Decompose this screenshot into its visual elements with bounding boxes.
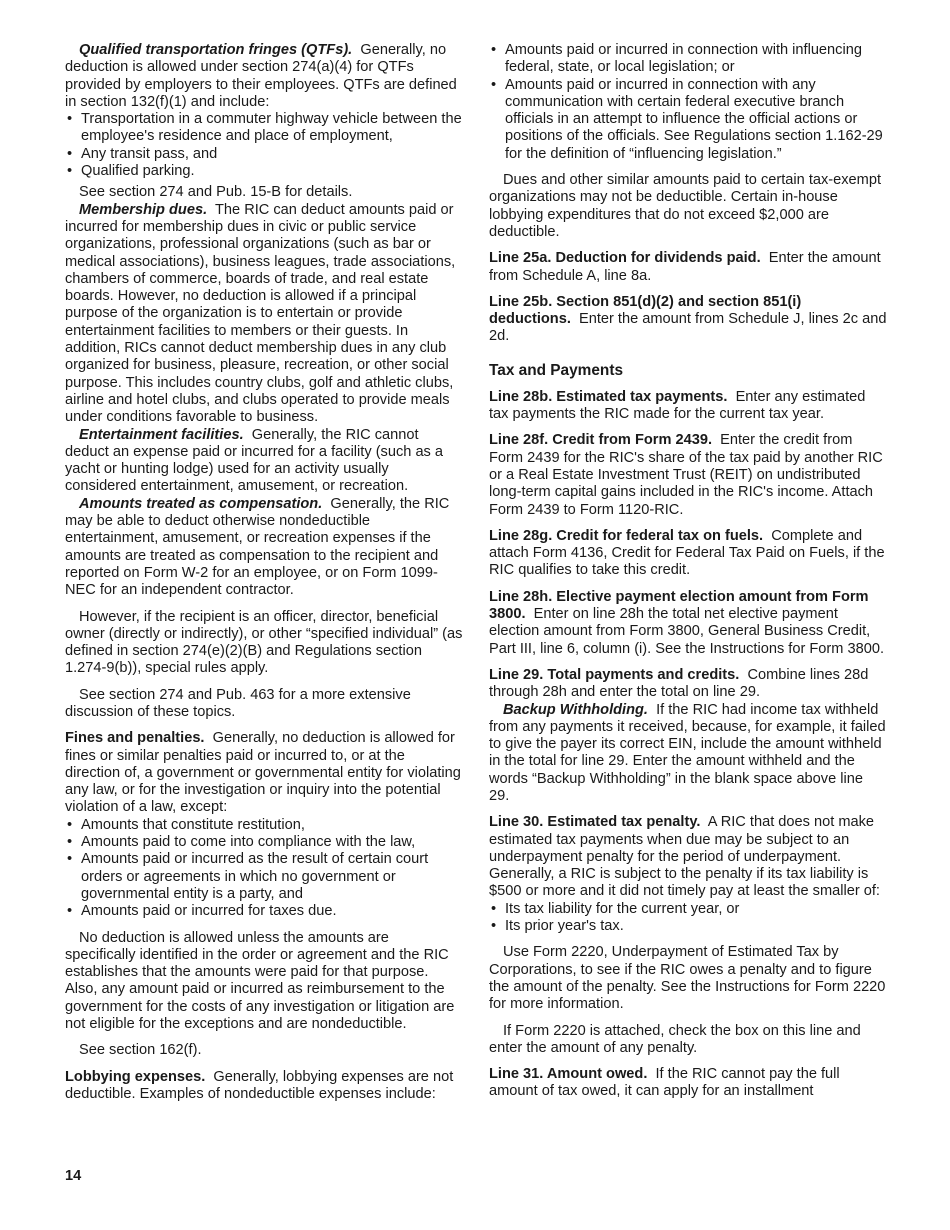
- line-28f-heading: Line 28f. Credit from Form 2439.: [489, 432, 713, 449]
- line-28b-heading: Line 28b. Estimated tax payments.: [489, 388, 728, 405]
- dues-paragraph: Dues and other similar amounts paid to certain tax-exempt organizations may not be deductible. Certain in-house lobbying expenditures that do not exceed $2,000 are deductible.: [489, 172, 881, 240]
- line-30-body: A RIC that does not make estimated tax payments when due may be subject to an underpayment penalty for the period of underpayment. Generally, a RIC is subject to the penalty if its tax liability is $500 or more and it did not timely pay at least the smaller of:: [489, 814, 880, 900]
- line-28h-paragraph: [489, 589, 887, 658]
- compensation-specified-individual: However, if the recipient is an officer, director, beneficial owner (directly or indirectly), or other “specified individual” (as defined in section 274(e)(2)(B) and Regulations section 1.274-9(b)), special rules apply.: [65, 608, 463, 677]
- line-25a-heading: Line 25a. Deduction for dividends paid.: [489, 250, 761, 267]
- backup-withholding-body: If the RIC had income tax withheld from any payments it received, because, for example, it failed to give the payer its correct EIN, include the amount withheld in the total for line 29. Enter the amount withheld and the words “Backup Withholding” in the blank space above line 29.: [489, 701, 886, 804]
- membership-paragraph: [65, 202, 463, 427]
- list-item: • Transportation in a commuter highway vehicle between the employee's residence and place of employment,: [65, 111, 463, 146]
- list-item: • Amounts that constitute restitution,: [65, 817, 463, 834]
- page-number: 14: [65, 1168, 82, 1184]
- line-28f-body: Enter the credit from Form 2439 for the RIC's share of the tax paid by another RIC or a Real Estate Investment Trust (REIT) on undistributed long-term capital gains included in the RIC's income. Attach Form 2439 to Form 1120-RIC.: [489, 432, 883, 518]
- line-25a-paragraph: [489, 250, 887, 285]
- line-25a-body: Enter the amount from Schedule A, line 8a.: [489, 250, 881, 284]
- backup-withholding-paragraph: [489, 702, 887, 806]
- compensation-paragraph: [65, 496, 463, 600]
- membership-heading: Membership dues.: [79, 201, 208, 218]
- line-25b-paragraph: [489, 294, 887, 346]
- form-2220-attached-paragraph: If Form 2220 is attached, check the box on this line and enter the amount of any penalty.: [489, 1022, 861, 1056]
- line-28g-body: Complete and attach Form 4136, Credit for Federal Tax Paid on Fuels, if the RIC qualifies to take this credit.: [489, 527, 885, 579]
- compensation-body: Generally, the RIC may be able to deduct otherwise nondeductible entertainment, amusement, or recreation expenses if the amounts are treated as compensation to the recipient and reported on Form W-2 for an employee, or on Form 1099-NEC for an independent contractor.: [65, 495, 450, 599]
- qtf-body: Generally, no deduction is allowed under section 274(a)(4) for QTFs provided by employers to their employees. QTFs are defined in section 132(f)(1) and include:: [65, 42, 457, 110]
- compensation-see: See section 274 and Pub. 463 for a more extensive discussion of these topics.: [65, 686, 411, 720]
- fines-body: Generally, no deduction is allowed for fines or similar penalties paid or incurred to, or at the direction of, a government or governmental entity for violating any law, or for the investigation or inquiry into the potential violation of a law, except:: [65, 730, 461, 816]
- lobbying-paragraph: [65, 1069, 463, 1104]
- fines-heading: Fines and penalties.: [65, 730, 205, 747]
- backup-withholding-heading: Backup Withholding.: [503, 701, 648, 718]
- line-29-heading: Line 29. Total payments and credits.: [489, 666, 740, 683]
- lobbying-heading: Lobbying expenses.: [65, 1068, 206, 1085]
- line-31-heading: Line 31. Amount owed.: [489, 1066, 648, 1083]
- line-28f-paragraph: [489, 432, 887, 518]
- list-item: • Qualified parking.: [65, 163, 463, 180]
- line-28h-heading: Line 28h. Elective payment election amount from Form 3800.: [489, 588, 869, 623]
- list-item: • Amounts paid or incurred for taxes due.: [65, 903, 463, 920]
- line-31-paragraph: [489, 1066, 887, 1101]
- line-30-paragraph: [489, 814, 887, 900]
- line-29-body: Combine lines 28d through 28h and enter the total on line 29.: [489, 666, 869, 701]
- list-item: • Amounts paid to come into compliance with the law,: [65, 834, 463, 851]
- list-item: • Amounts paid or incurred in connection with any communication with certain federal executive branch officials in an attempt to influence the official actions or positions of the officials. See Regulations section 1.162-29 for the definition of “influencing legislation.”: [489, 77, 887, 163]
- fines-nondeductible: No deduction is allowed unless the amounts are specifically identified in the order or agreement and the RIC establishes that the amounts were paid for that purpose. Also, any amount paid or incurred as reimbursement to the government for the costs of any investigation or litigation are not eligible for the exceptions and are nondeductible.: [65, 929, 455, 1033]
- line-25b-heading: Line 25b. Section 851(d)(2) and section 851(i) deductions.: [489, 293, 802, 328]
- qtf-paragraph: [65, 42, 463, 111]
- qtf-see: See section 274 and Pub. 15-B for details.: [79, 184, 353, 201]
- line-30-heading: Line 30. Estimated tax penalty.: [489, 814, 701, 831]
- section-heading-tax-and-payments: Tax and Payments: [489, 361, 624, 379]
- line-28b-paragraph: [489, 389, 887, 424]
- list-item: • Amounts paid or incurred as the result of certain court orders or agreements in which no government or governmental entity is a party, and: [65, 851, 463, 903]
- form-2220-paragraph: Use Form 2220, Underpayment of Estimated Tax by Corporations, to see if the RIC owes a penalty and to figure the amount of the penalty. See the Instructions for Form 2220 for more information.: [489, 944, 886, 1013]
- fines-paragraph: [65, 730, 463, 816]
- entertainment-heading: Entertainment facilities.: [79, 426, 244, 443]
- line-31-body: If the RIC cannot pay the full amount of tax owed, it can apply for an installment: [489, 1066, 840, 1100]
- line-28g-heading: Line 28g. Credit for federal tax on fuels.: [489, 527, 764, 544]
- list-item: • Its tax liability for the current year, or: [489, 901, 887, 918]
- line-28h-body: Enter on line 28h the total net elective payment election amount from Form 3800, General Business Credit, Part III, line 6, column (i). See the Instructions for Form 3800.: [489, 606, 885, 657]
- list-item: • Its prior year's tax.: [489, 918, 887, 935]
- left-column: [65, 42, 463, 1103]
- fines-see: See section 162(f).: [79, 1042, 202, 1059]
- compensation-heading: Amounts treated as compensation.: [79, 495, 323, 512]
- lobbying-body: Generally, lobbying expenses are not deductible. Examples of nondeductible expenses include:: [65, 1068, 454, 1102]
- list-item: • Any transit pass, and: [65, 146, 463, 163]
- membership-body: The RIC can deduct amounts paid or incurred for membership dues in civic or public service organizations, professional organizations (such as bar or medical associations), business leagues, trade associations, chambers of commerce, boards of trade, and real estate boards. However, no deduction is allowed if a principal purpose of the organization is to entertain or provide entertainment facilities to members or their guests. In addition, RICs cannot deduct membership dues in any club organized for business, pleasure, recreation, or other social purpose. This includes country clubs, golf and athletic clubs, airline and hotel clubs, and clubs operated to provide meals under conditions favorable to business.: [65, 201, 456, 426]
- entertainment-paragraph: [65, 427, 463, 496]
- list-item: • Amounts paid or incurred in connection with influencing federal, state, or local legislation; or: [489, 42, 887, 77]
- line-28g-paragraph: [489, 528, 887, 580]
- entertainment-body: Generally, the RIC cannot deduct an expense paid or incurred for a facility (such as a yacht or hunting lodge) used for an activity usually considered entertainment, amusement, or recreation.: [65, 426, 444, 495]
- line-25b-body: Enter the amount from Schedule J, lines 2c and 2d.: [489, 311, 887, 345]
- right-column: [489, 42, 887, 1101]
- qtf-heading: Qualified transportation fringes (QTFs).: [79, 42, 353, 58]
- line-28b-body: Enter any estimated tax payments the RIC made for the current tax year.: [489, 388, 866, 423]
- line-29-paragraph: [489, 667, 887, 702]
